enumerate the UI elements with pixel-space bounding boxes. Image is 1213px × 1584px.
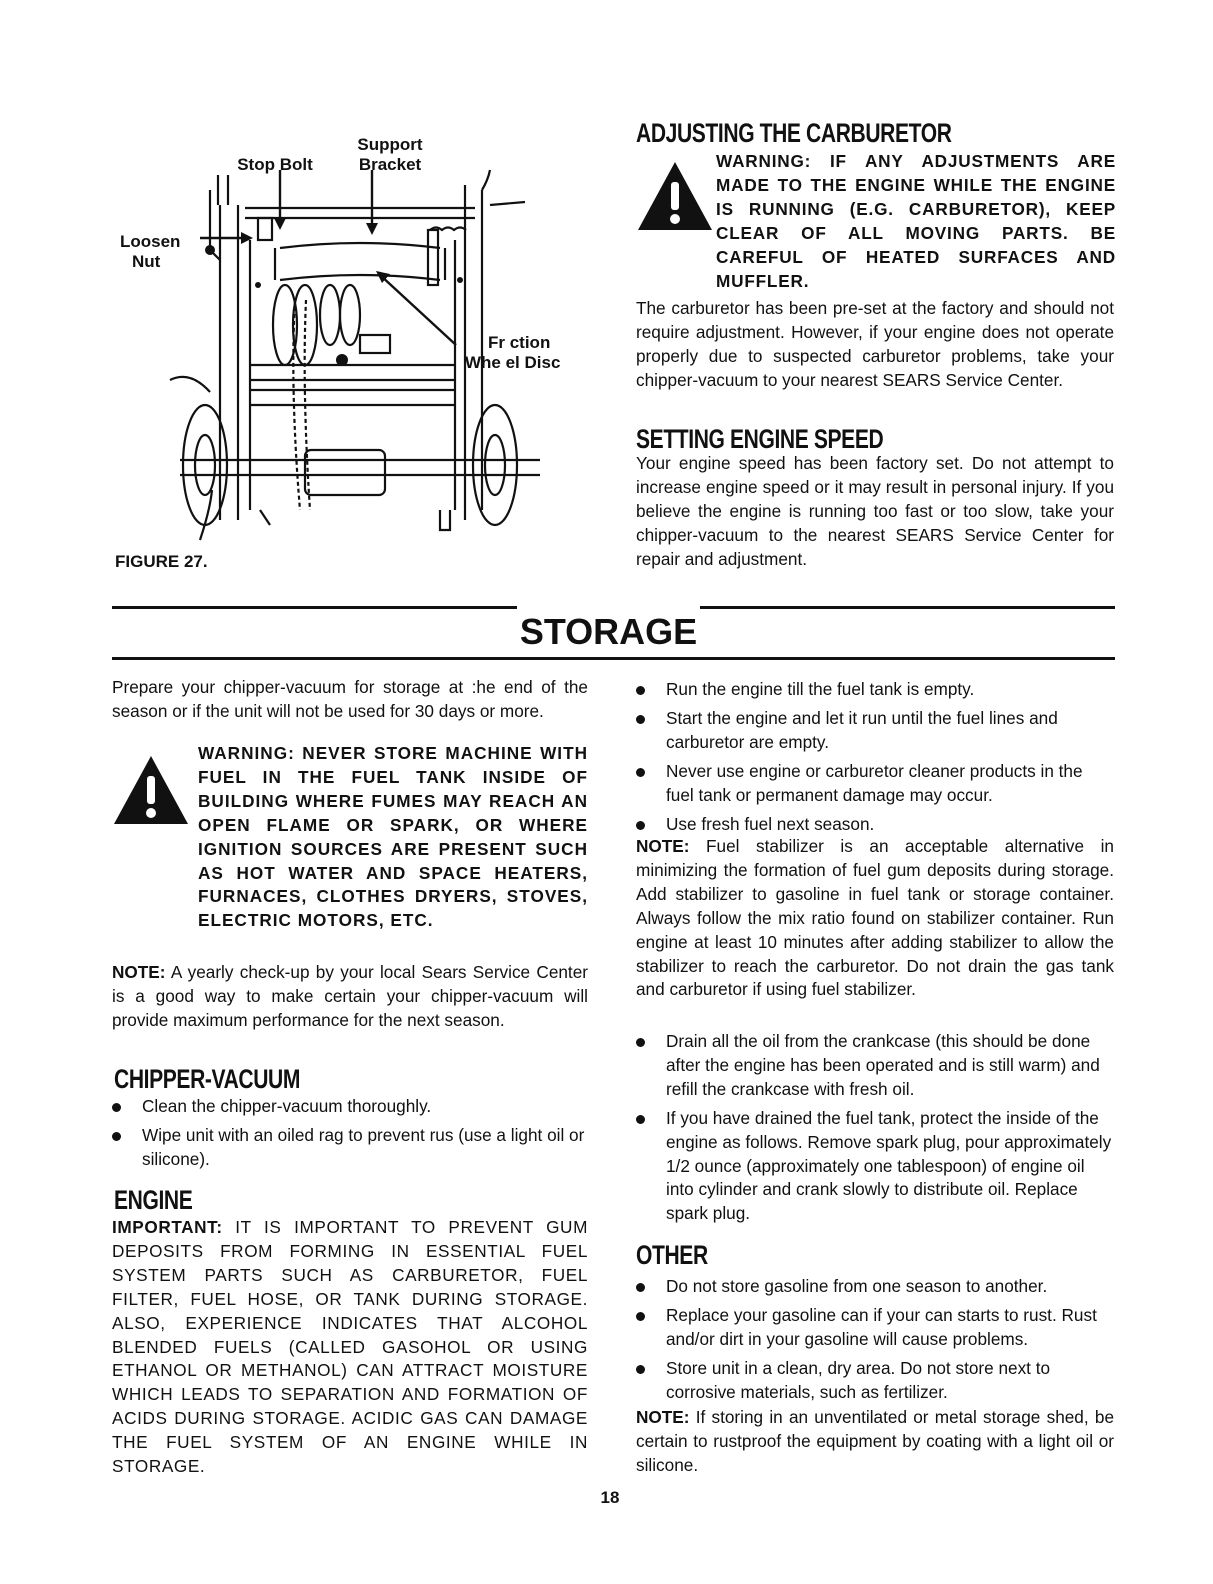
figure-27 <box>110 130 600 560</box>
storage-warning-text: WARNING: NEVER STORE MACHINE WITH FUEL IN THE FUEL TANK INSIDE OF BUILDING WHERE FUMES MAY REACH AN OPEN FLAME OR SPARK, OR WHERE IGNITION SOURCES ARE PRESENT SUCH AS HOT WATER AND SPACE HEATERS, FURNACES, CLOTHES DRYERS, STOVES, ELECTRIC MOTORS, ETC. <box>198 743 588 931</box>
nut-label: Nut <box>132 252 161 271</box>
figure-caption: FIGURE 27. <box>115 552 208 571</box>
important-label: IMPORTANT: <box>112 1217 223 1237</box>
other-note <box>636 1406 1114 1478</box>
carburetor-warning-block <box>636 150 1116 293</box>
other-heading: OTHER <box>636 1240 708 1270</box>
list-item: Replace your gasoline can if your can starts to rust. Rust and/or dirt in your gasoline will cause problems. <box>624 1304 1114 1352</box>
storage-intro: Prepare your chipper-vacuum for storage at :he end of the season or if the unit will not be used for 30 days or more. <box>112 677 588 721</box>
storage-warning-block <box>112 742 588 933</box>
list-item: Run the engine till the fuel tank is empty. <box>624 678 1114 702</box>
storage-rule-right <box>700 606 1115 609</box>
note-text: A yearly check-up by your local Sears Service Center is a good way to make certain your chipper-vacuum will provide maximum performance for the next season. <box>112 962 588 1030</box>
page-number: 18 <box>600 1488 620 1507</box>
note-label: NOTE: <box>636 1407 690 1427</box>
stop-bolt-label: Stop Bolt <box>237 155 313 174</box>
list-item: Wipe unit with an oiled rag to prevent rus (use a light oil or silicone). <box>100 1124 588 1172</box>
list-item: Store unit in a clean, dry area. Do not store next to corrosive materials, such as fertilizer. <box>624 1357 1114 1405</box>
important-text: IT IS IMPORTANT TO PREVENT GUM DEPOSITS FROM FORMING IN ESSENTIAL FUEL SYSTEM PARTS SUCH AS CARBURETOR, FUEL FILTER, FUEL HOSE, OR TANK DURING STORAGE. ALSO, EXPERIENCE INDICATES THAT ALCOHOL BLENDED FUELS (CALLED GASOHOL OR USING ETHANOL OR METHANOL) CAN ATTRACT MOISTURE WHICH LEADS TO SEPARATION AND FORMATION OF ACIDS DURING STORAGE. ACIDIC GAS CAN DAMAGE THE FUEL SYSTEM OF AN ENGINE WHILE IN STORAGE. <box>112 1217 588 1477</box>
chipper-vacuum-list <box>100 1095 588 1177</box>
engine-list-b <box>624 1030 1114 1231</box>
friction-label: Fr ction <box>488 333 551 352</box>
engine-list-a <box>624 678 1114 841</box>
carburetor-body: The carburetor has been pre-set at the factory and should not require adjustment. However, if your engine does not operate properly due to suspected carburetor problems, take your chipper-vacuum to your nearest SEARS Service Center. <box>636 298 1114 390</box>
carburetor-warning-text: WARNING: IF ANY ADJUSTMENTS ARE MADE TO THE ENGINE WHILE THE ENGINE IS RUNNING (E.G. CARBURETOR), KEEP CLEAR OF ALL MOVING PARTS. BE CAREFUL OF HEATED SURFACES AND MUFFLER. <box>716 151 1116 291</box>
loosen-label: Loosen <box>120 232 181 251</box>
other-list <box>624 1275 1114 1410</box>
storage-note <box>112 961 588 1033</box>
note-label: NOTE: <box>636 836 690 856</box>
warning-triangle-icon <box>112 754 190 826</box>
list-item: Use fresh fuel next season. <box>624 813 1114 837</box>
engine-speed-heading: SETTING ENGINE SPEED <box>636 424 884 454</box>
warning-triangle-icon <box>636 160 714 232</box>
storage-title: STORAGE <box>519 611 698 652</box>
chipper-vacuum-heading: CHIPPER-VACUUM <box>114 1064 301 1094</box>
bracket-label: Bracket <box>358 155 422 174</box>
carburetor-heading: ADJUSTING THE CARBURETOR <box>636 118 952 148</box>
list-item: Drain all the oil from the crankcase (this should be done after the engine has been operated and is still warm) and refill the crankcase with fresh oil. <box>624 1030 1114 1102</box>
support-label: Support <box>357 135 423 154</box>
list-item: Never use engine or carburetor cleaner products in the fuel tank or permanent damage may occur. <box>624 760 1114 808</box>
list-item: If you have drained the fuel tank, protect the inside of the engine as follows. Remove spark plug, pour approximately 1/2 ounce (approximately one tablespoon) of engine oil into cylinder and crank slowly to distribute oil. Replace spark plug. <box>624 1107 1114 1227</box>
stabilizer-note <box>636 835 1114 1002</box>
list-item: Do not store gasoline from one season to another. <box>624 1275 1114 1299</box>
note-label: NOTE: <box>112 962 166 982</box>
engine-important <box>112 1216 588 1479</box>
note-text: Fuel stabilizer is an acceptable alternative in minimizing the formation of fuel gum deposits during storage. Add stabilizer to gasoline in fuel tank or storage container. Always follow the mix ratio found on stabilizer container. Run engine at least 10 minutes after adding stabilizer to allow the stabilizer to reach the carburetor. Do not drain the gas tank and carburetor if using fuel stabilizer. <box>636 836 1114 1000</box>
note-text: If storing in an unventilated or metal storage shed, be certain to rustproof the equipment by coating with a light oil or silicone. <box>636 1407 1115 1475</box>
wheel-disc-label: Whe el Disc <box>465 353 561 372</box>
engine-heading: ENGINE <box>114 1185 193 1215</box>
storage-rule-bottom <box>112 657 1115 660</box>
list-item: Start the engine and let it run until the fuel lines and carburetor are empty. <box>624 707 1114 755</box>
engine-speed-body: Your engine speed has been factory set. Do not attempt to increase engine speed or it may result in personal injury. If you believe the engine is running too fast or too slow, take your chipper-vacuum to the nearest SEARS Service Center for repair and adjustment. <box>636 453 1114 569</box>
storage-rule-left <box>112 606 517 609</box>
list-item: Clean the chipper-vacuum thoroughly. <box>100 1095 588 1119</box>
